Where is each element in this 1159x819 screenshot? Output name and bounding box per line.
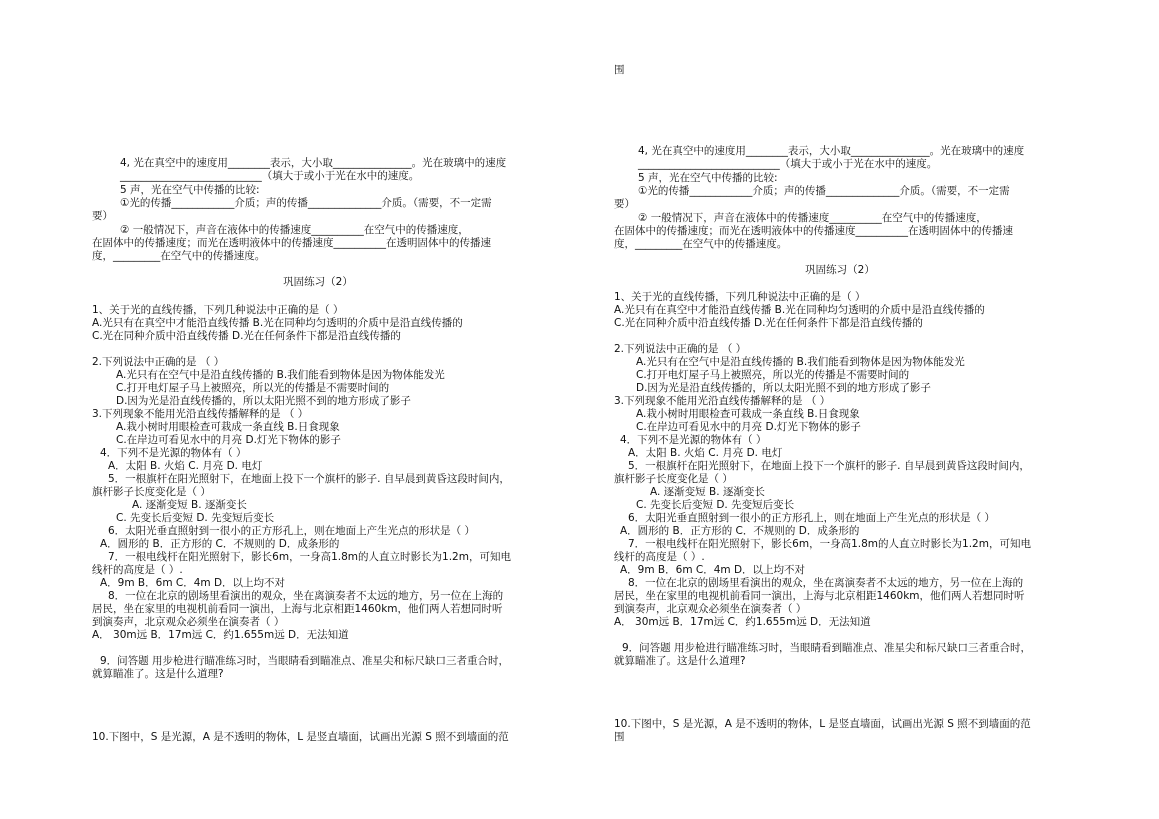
question-line: A.光只有在空气中是沿直线传播的 B.我们能看到物体是因为物体能发光 xyxy=(636,356,965,368)
fill-line: ___________________________（填大于或小于光在水中的速度。 xyxy=(120,170,420,183)
fill-line: ①光的传播____________介质；声的传播______________介质。（需要，不一定需 xyxy=(638,184,1010,197)
question-line: C.在岸边可看见水中的月亮 D.灯光下物体的影子 xyxy=(636,421,861,433)
fill-line: 在固体中的传播速度；而光在透明液体中的传播速度__________在透明固体中的传播速 xyxy=(92,236,491,249)
question-line: 3.下列现象不能用光沿直线传播解释的是 （ ） xyxy=(92,408,309,420)
section-title: 巩固练习（2） xyxy=(283,276,353,288)
question-line: 线杆的高度是（ ）. xyxy=(92,564,183,576)
question-line: 到演奏声，北京观众必须坐在演奏者（ ） xyxy=(614,603,807,615)
fill-line: 在固体中的传播速度；而光在透明液体中的传播速度__________在透明固体中的传播速 xyxy=(614,224,1013,237)
question-line: A.光只有在空气中是沿直线传播的 B.我们能看到物体是因为物体能发光 xyxy=(116,369,445,381)
question-line: A. 逐渐变短 B. 逐渐变长 xyxy=(132,499,247,511)
question-line: 旗杆影子长度变化是（ ） xyxy=(614,473,733,485)
question-line: 1、关于光的直线传播，下列几种说法中正确的是（ ） xyxy=(92,304,344,316)
fill-line: 度，_________在空气中的传播速度。 xyxy=(614,238,788,251)
question-line: C.打开电灯屋子马上被照亮，所以光的传播是不需要时间的 xyxy=(636,369,910,381)
fill-line: 4, 光在真空中的速度用________表示，大小取_______________。光在玻璃中的速度 xyxy=(120,157,507,169)
fill-line: 度，_________在空气中的传播速度。 xyxy=(92,250,266,263)
question-line: A.光只有在真空中才能沿直线传播 B.光在同种均匀透明的介质中是沿直线传播的 xyxy=(614,304,985,316)
question-line: A.栽小树时用眼检查可栽成一条直线 B.日食现象 xyxy=(636,408,860,420)
question-line: A．太阳 B. 火焰 C. 月亮 D. 电灯 xyxy=(108,460,263,472)
question-line: 4．下列不是光源的物体有（ ） xyxy=(100,447,247,459)
question-line: A．圆形的 B．正方形的 C．不规则的 D．成条形的 xyxy=(100,538,340,550)
fill-line: ② 一般情况下，声音在液体中的传播速度__________在空气中的传播速度， xyxy=(120,223,469,236)
question-line: D.因为光是沿直线传播的，所以太阳光照不到的地方形成了影子 xyxy=(116,395,411,407)
question-line: 旗杆影子长度变化是（ ） xyxy=(92,486,211,498)
question-line: A.光只有在真空中才能沿直线传播 B.光在同种均匀透明的介质中是沿直线传播的 xyxy=(92,317,463,329)
fill-line: ___________________________（填大于或小于光在水中的速度。 xyxy=(638,158,938,171)
question-line: 7．一根电线杆在阳光照射下，影长6m，一身高1.8m的人直立时影长为1.2m，可知电 xyxy=(108,551,511,563)
question-line: 6．太阳光垂直照射到一很小的正方形孔上，则在地面上产生光点的形状是（ ） xyxy=(108,525,476,537)
question-line: 2.下列说法中正确的是 （ ） xyxy=(614,343,747,355)
question-line: A.栽小树时用眼检查可栽成一条直线 B.日食现象 xyxy=(116,421,340,433)
question-line: C. 先变长后变短 D. 先变短后变长 xyxy=(116,512,275,524)
question-line: 5．一根旗杆在阳光照射下，在地面上投下一个旗杆的影子. 自早晨到黄昏这段时间内， xyxy=(628,460,1030,472)
question-line: D.因为光是沿直线传播的，所以太阳光照不到的地方形成了影子 xyxy=(636,382,931,394)
question-line: C.光在同种介质中沿直线传播 D.光在任何条件下都是沿直线传播的 xyxy=(92,330,401,342)
question-line: C. 先变长后变短 D. 先变短后变长 xyxy=(636,499,795,511)
left-page xyxy=(92,0,544,819)
question-line: 4．下列不是光源的物体有（ ） xyxy=(620,434,767,446)
question-line: 6．太阳光垂直照射到一很小的正方形孔上，则在地面上产生光点的形状是（ ） xyxy=(628,512,996,524)
question-line: A． 30m远 B．17m远 C．约1.655m远 D．无法知道 xyxy=(614,616,871,628)
fill-line: ①光的传播____________介质；声的传播______________介质。（需要，不一定需 xyxy=(120,196,492,209)
question-10-text: 10.下图中，S 是光源，A 是不透明的物体，L 是竖直墙面，试画出光源 S 照不到墙面的范 xyxy=(614,718,1031,730)
question-line: C.打开电灯屋子马上被照亮，所以光的传播是不需要时间的 xyxy=(116,382,390,394)
question-10-text-cont: 围 xyxy=(614,731,625,743)
question-line: 3.下列现象不能用光沿直线传播解释的是 （ ） xyxy=(614,395,831,407)
question-line: 7．一根电线杆在阳光照射下，影长6m，一身高1.8m的人直立时影长为1.2m，可知电 xyxy=(628,538,1031,550)
question-line: 1、关于光的直线传播，下列几种说法中正确的是（ ） xyxy=(614,291,866,303)
question-line: 2.下列说法中正确的是 （ ） xyxy=(92,356,225,368)
fill-line: 5 声，光在空气中传播的比较: xyxy=(638,171,778,184)
question-line: A．9m B．6m C．4m D．以上均不对 xyxy=(620,564,806,576)
question-line: 8．一位在北京的剧场里看演出的观众，坐在离演奏者不太远的地方，另一位在上海的 xyxy=(628,577,1024,589)
question-line: 5．一根旗杆在阳光照射下，在地面上投下一个旗杆的影子. 自早晨到黄昏这段时间内， xyxy=(108,473,510,485)
question-line: 居民，坐在家里的电视机前看同一演出，上海与北京相距1460km，他们两人若想同时听 xyxy=(92,603,503,615)
question-line: C.在岸边可看见水中的月亮 D.灯光下物体的影子 xyxy=(116,434,341,446)
fill-line: ② 一般情况下，声音在液体中的传播速度__________在空气中的传播速度， xyxy=(638,211,987,224)
question-line: 9．问答题 用步枪进行瞄准练习时，当眼睛看到瞄准点、准星尖和标尺缺口三者重合时， xyxy=(100,655,510,667)
fill-line: 要） xyxy=(92,210,113,223)
question-10-text: 10.下图中，S 是光源，A 是不透明的物体，L 是竖直墙面，试画出光源 S 照不到墙面的范 xyxy=(92,731,509,743)
fill-line: 5 声，光在空气中传播的比较: xyxy=(120,183,260,196)
question-line: 就算瞄准了。这是什么道理? xyxy=(614,655,746,667)
fill-line: 4, 光在真空中的速度用________表示，大小取_______________。光在玻璃中的速度 xyxy=(638,145,1025,157)
question-line: 8．一位在北京的剧场里看演出的观众，坐在离演奏者不太远的地方，另一位在上海的 xyxy=(108,590,504,602)
question-line: A．9m B．6m C．4m D．以上均不对 xyxy=(100,577,286,589)
question-line: 9．问答题 用步枪进行瞄准练习时，当眼睛看到瞄准点、准星尖和标尺缺口三者重合时， xyxy=(622,642,1032,654)
question-line: A. 逐渐变短 B. 逐渐变长 xyxy=(650,486,765,498)
question-line: C.光在同种介质中沿直线传播 D.光在任何条件下都是沿直线传播的 xyxy=(614,317,923,329)
question-line: 居民，坐在家里的电视机前看同一演出，上海与北京相距1460km，他们两人若想同时听 xyxy=(614,590,1025,602)
right-page xyxy=(614,0,1066,819)
question-line: 线杆的高度是（ ）. xyxy=(614,551,705,563)
question-line: 就算瞄准了。这是什么道理? xyxy=(92,668,224,680)
section-title: 巩固练习（2） xyxy=(805,264,875,276)
question-line: A．圆形的 B．正方形的 C．不规则的 D．成条形的 xyxy=(620,525,860,537)
question-line: A．太阳 B. 火焰 C. 月亮 D. 电灯 xyxy=(628,447,783,459)
question-line: 到演奏声，北京观众必须坐在演奏者（ ） xyxy=(92,616,285,628)
question-line: A． 30m远 B．17m远 C．约1.655m远 D．无法知道 xyxy=(92,629,349,641)
fill-line: 要） xyxy=(614,198,635,211)
carryover-text: 围 xyxy=(614,64,625,76)
